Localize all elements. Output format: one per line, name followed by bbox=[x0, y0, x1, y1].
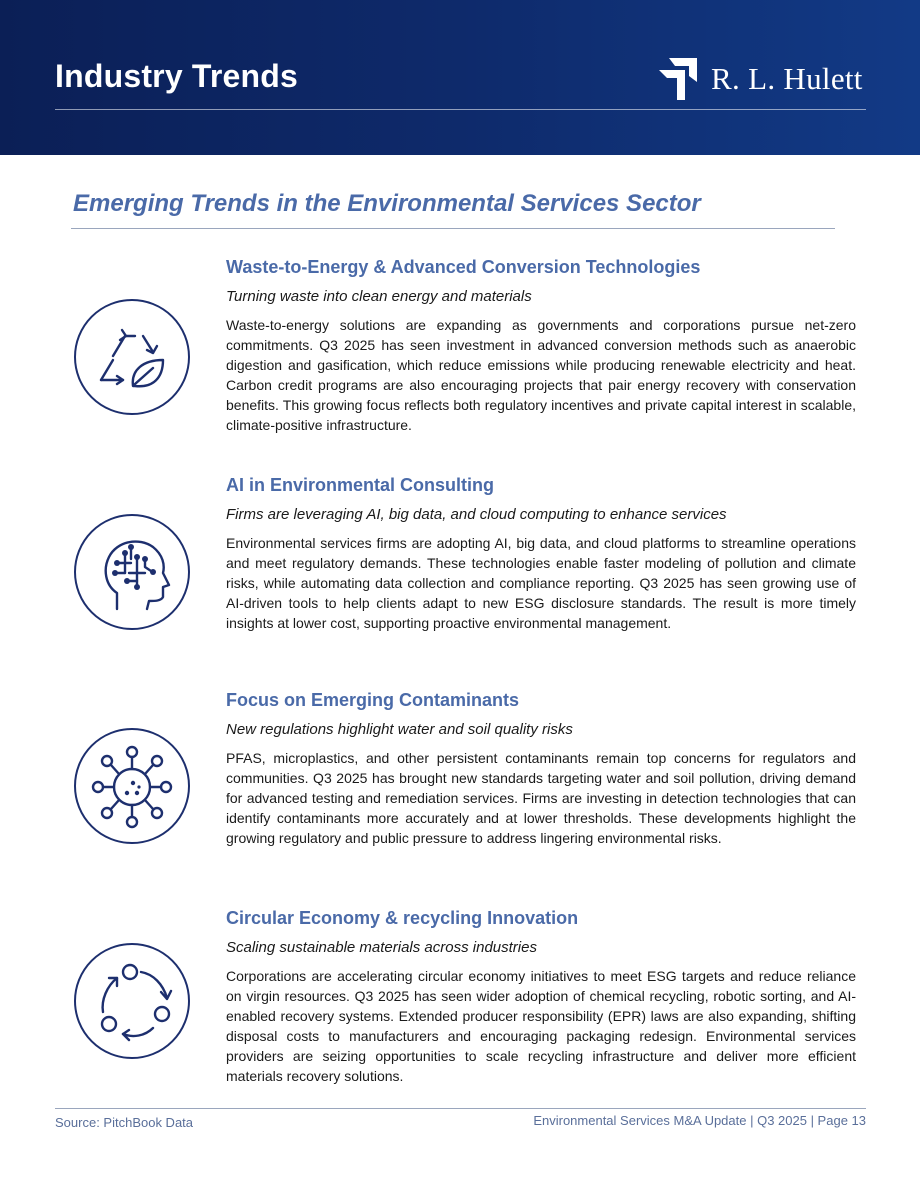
trend-subtitle: Firms are leveraging AI, big data, and cloud computing to enhance services bbox=[226, 506, 727, 523]
page-title: Industry Trends bbox=[55, 58, 299, 94]
contaminant-molecule-icon bbox=[73, 727, 191, 845]
logo-mark-icon bbox=[659, 58, 697, 100]
footer-divider bbox=[55, 1108, 866, 1109]
trend-title: Circular Economy & recycling Innovation bbox=[226, 908, 579, 928]
ai-head-icon bbox=[73, 513, 191, 631]
trend-title: Focus on Emerging Contaminants bbox=[226, 690, 520, 710]
page-footer-label: Environmental Services M&A Update | Q3 2025 | Page 13 bbox=[533, 1113, 866, 1128]
trend-subtitle: Turning waste into clean energy and materials bbox=[226, 288, 532, 305]
section-divider bbox=[71, 228, 835, 229]
logo-wordmark: R. L. Hulett bbox=[711, 61, 863, 96]
page-header bbox=[0, 0, 920, 155]
trend-description: Waste-to-energy solutions are expanding as governments and corporations pursue net-zero commitments. Q3 2025 has seen investment in advanced conversion methods such as anaerobic digestion and gasification, which reduce emissions while producing renewable electricity and heat. Carbon credit programs are also encouraging projects that pair energy recovery with conservation benefits. This growing focus reflects both regulatory incentives and private capital interest in scalable, climate-positive infrastructure. bbox=[226, 317, 856, 433]
trend-subtitle: New regulations highlight water and soil quality risks bbox=[226, 721, 573, 738]
header-divider bbox=[55, 109, 866, 110]
recycle-leaf-icon bbox=[73, 298, 191, 416]
section-heading: Emerging Trends in the Environmental Services Sector bbox=[73, 190, 701, 217]
trend-subtitle: Scaling sustainable materials across industries bbox=[226, 939, 537, 956]
trend-description: PFAS, microplastics, and other persistent contaminants remain top concerns for regulators and communities. Q3 2025 has brought new standards targeting water and soil pollution, driving demand for advanced testing and remediation services. Firms are investing in detection technologies that can identify contaminants more accurately and at lower thresholds. These developments highlight the growing regulatory and public pressure to address lingering environmental risks. bbox=[226, 750, 856, 846]
trend-description: Corporations are accelerating circular economy initiatives to meet ESG targets and reduce reliance on virgin resources. Q3 2025 has seen wider adoption of chemical recycling, robotic sorting, and AI-enabled recovery systems. Extended producer responsibility (EPR) laws are also expanding, shifting disposal costs to manufacturers and encouraging packaging redesign. Environmental services providers are seizing opportunities to scale recycling infrastructure and deliver more efficient materials recovery solutions. bbox=[226, 968, 856, 1084]
trend-description: Environmental services firms are adopting AI, big data, and cloud platforms to streamline operations and meet regulatory demands. These technologies enable faster modeling of pollution and climate risks, while automating data collection and compliance reporting. Q3 2025 has seen growing use of AI-driven tools to help clients adapt to new ESG disclosure standards. The result is more timely insights at lower cost, supporting proactive environmental management. bbox=[226, 535, 856, 631]
circular-cycle-icon bbox=[73, 942, 191, 1060]
trend-title: AI in Environmental Consulting bbox=[226, 475, 495, 495]
source-note: Source: PitchBook Data bbox=[55, 1115, 194, 1130]
trend-title: Waste-to-Energy & Advanced Conversion Technologies bbox=[226, 257, 701, 277]
company-logo bbox=[659, 58, 863, 100]
